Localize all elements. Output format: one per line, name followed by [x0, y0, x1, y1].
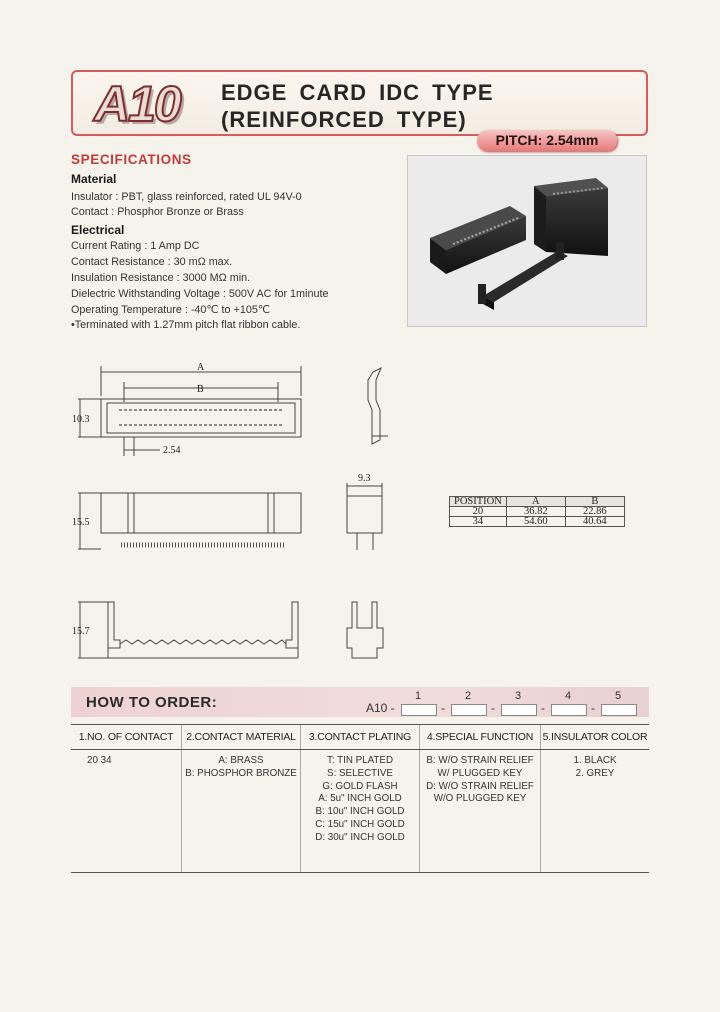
code-number-5: 5 — [614, 690, 622, 702]
code-number-2: 2 — [464, 690, 472, 702]
table-row — [450, 507, 625, 517]
specifications-heading: SPECIFICATIONS — [71, 152, 192, 167]
dim-height-bottom-label: 15.7 — [72, 626, 90, 637]
spec-current: Current Rating : 1 Amp DC — [71, 240, 200, 252]
order-cell-contacts: 20 34 — [71, 750, 182, 873]
pos-cell: 22.86 — [565, 507, 624, 517]
order-cell-color: 1. BLACK 2. GREY — [541, 750, 650, 873]
code-box-2 — [451, 704, 487, 716]
material-heading: Material — [71, 172, 117, 186]
order-col-header: 5.INSULATOR COLOR — [541, 725, 650, 750]
spec-insulation-resistance: Insulation Resistance : 3000 MΩ min. — [71, 272, 251, 284]
code-dash: - — [541, 701, 545, 715]
model-logo: A10 — [94, 76, 180, 132]
pos-header-b: B — [565, 497, 624, 507]
code-number-1: 1 — [414, 690, 422, 702]
pos-header-a: A — [506, 497, 565, 507]
order-col-header: 4.SPECIAL FUNCTION — [420, 725, 541, 750]
code-number-3: 3 — [514, 690, 522, 702]
code-dash: - — [441, 701, 445, 715]
dim-pitch-label: 2.54 — [163, 445, 181, 456]
order-col-header: 2.CONTACT MATERIAL — [182, 725, 301, 750]
code-box-3 — [501, 704, 537, 716]
spec-temperature: Operating Temperature : -40℃ to +105℃ — [71, 304, 271, 316]
position-table — [449, 496, 625, 527]
side-view-drawing — [347, 483, 382, 550]
bottom-front-view-drawing — [78, 602, 298, 658]
dim-b-label: B — [197, 384, 204, 395]
order-heading: HOW TO ORDER: — [86, 694, 218, 711]
spec-insulator: Insulator : PBT, glass reinforced, rated UL 94V-0 — [71, 191, 302, 203]
order-col-header: 1.NO. OF CONTACT — [71, 725, 182, 750]
pos-cell: 36.82 — [506, 507, 565, 517]
pitch-badge: PITCH: 2.54mm — [477, 130, 617, 151]
pos-cell: 54.60 — [506, 517, 565, 527]
order-cell-function: B: W/O STRAIN RELIEF W/ PLUGGED KEY D: W/O STRAIN RELIEF W/O PLUGGED KEY — [420, 750, 541, 873]
dim-a-label: A — [197, 362, 205, 373]
pos-cell: 40.64 — [565, 517, 624, 527]
table-row — [71, 750, 649, 873]
order-table — [71, 724, 649, 873]
code-box-1 — [401, 704, 437, 716]
dim-height-top-label: 10.3 — [72, 414, 90, 425]
code-box-4 — [551, 704, 587, 716]
spec-contact-resistance: Contact Resistance : 30 mΩ max. — [71, 256, 233, 268]
title-line-2: (REINFORCED TYPE) — [221, 107, 467, 132]
pos-cell: 20 — [450, 507, 507, 517]
dim-width-side-label: 9.3 — [358, 473, 371, 484]
spec-contact: Contact : Phosphor Bronze or Brass — [71, 206, 244, 218]
order-cell-plating: T: TIN PLATED S: SELECTIVE G: GOLD FLASH A: 5u" INCH GOLD B: 10u" INCH GOLD C: 15u" INCH GOLD D: 30u" INCH GOLD — [301, 750, 420, 873]
code-dash: - — [491, 701, 495, 715]
spec-note: •Terminated with 1.27mm pitch flat ribbon cable. — [71, 319, 301, 331]
order-code-prefix: A10 - — [366, 701, 395, 715]
code-number-4: 4 — [564, 690, 572, 702]
side-profile-drawing — [368, 368, 388, 444]
spec-dielectric: Dielectric Withstanding Voltage : 500V AC for 1minute — [71, 288, 329, 300]
dim-height-front-label: 15.5 — [72, 517, 90, 528]
front-view-drawing — [78, 493, 301, 549]
electrical-heading: Electrical — [71, 223, 125, 237]
order-col-header: 3.CONTACT PLATING — [301, 725, 420, 750]
pos-cell: 34 — [450, 517, 507, 527]
bottom-side-view-drawing — [347, 602, 383, 658]
code-box-5 — [601, 704, 637, 716]
top-view-drawing — [78, 366, 301, 456]
order-cell-material: A: BRASS B: PHOSPHOR BRONZE — [182, 750, 301, 873]
table-row — [450, 517, 625, 527]
code-dash: - — [591, 701, 595, 715]
pos-header-position: POSITION — [450, 497, 507, 507]
title-line-1: EDGE CARD IDC TYPE — [221, 80, 494, 105]
